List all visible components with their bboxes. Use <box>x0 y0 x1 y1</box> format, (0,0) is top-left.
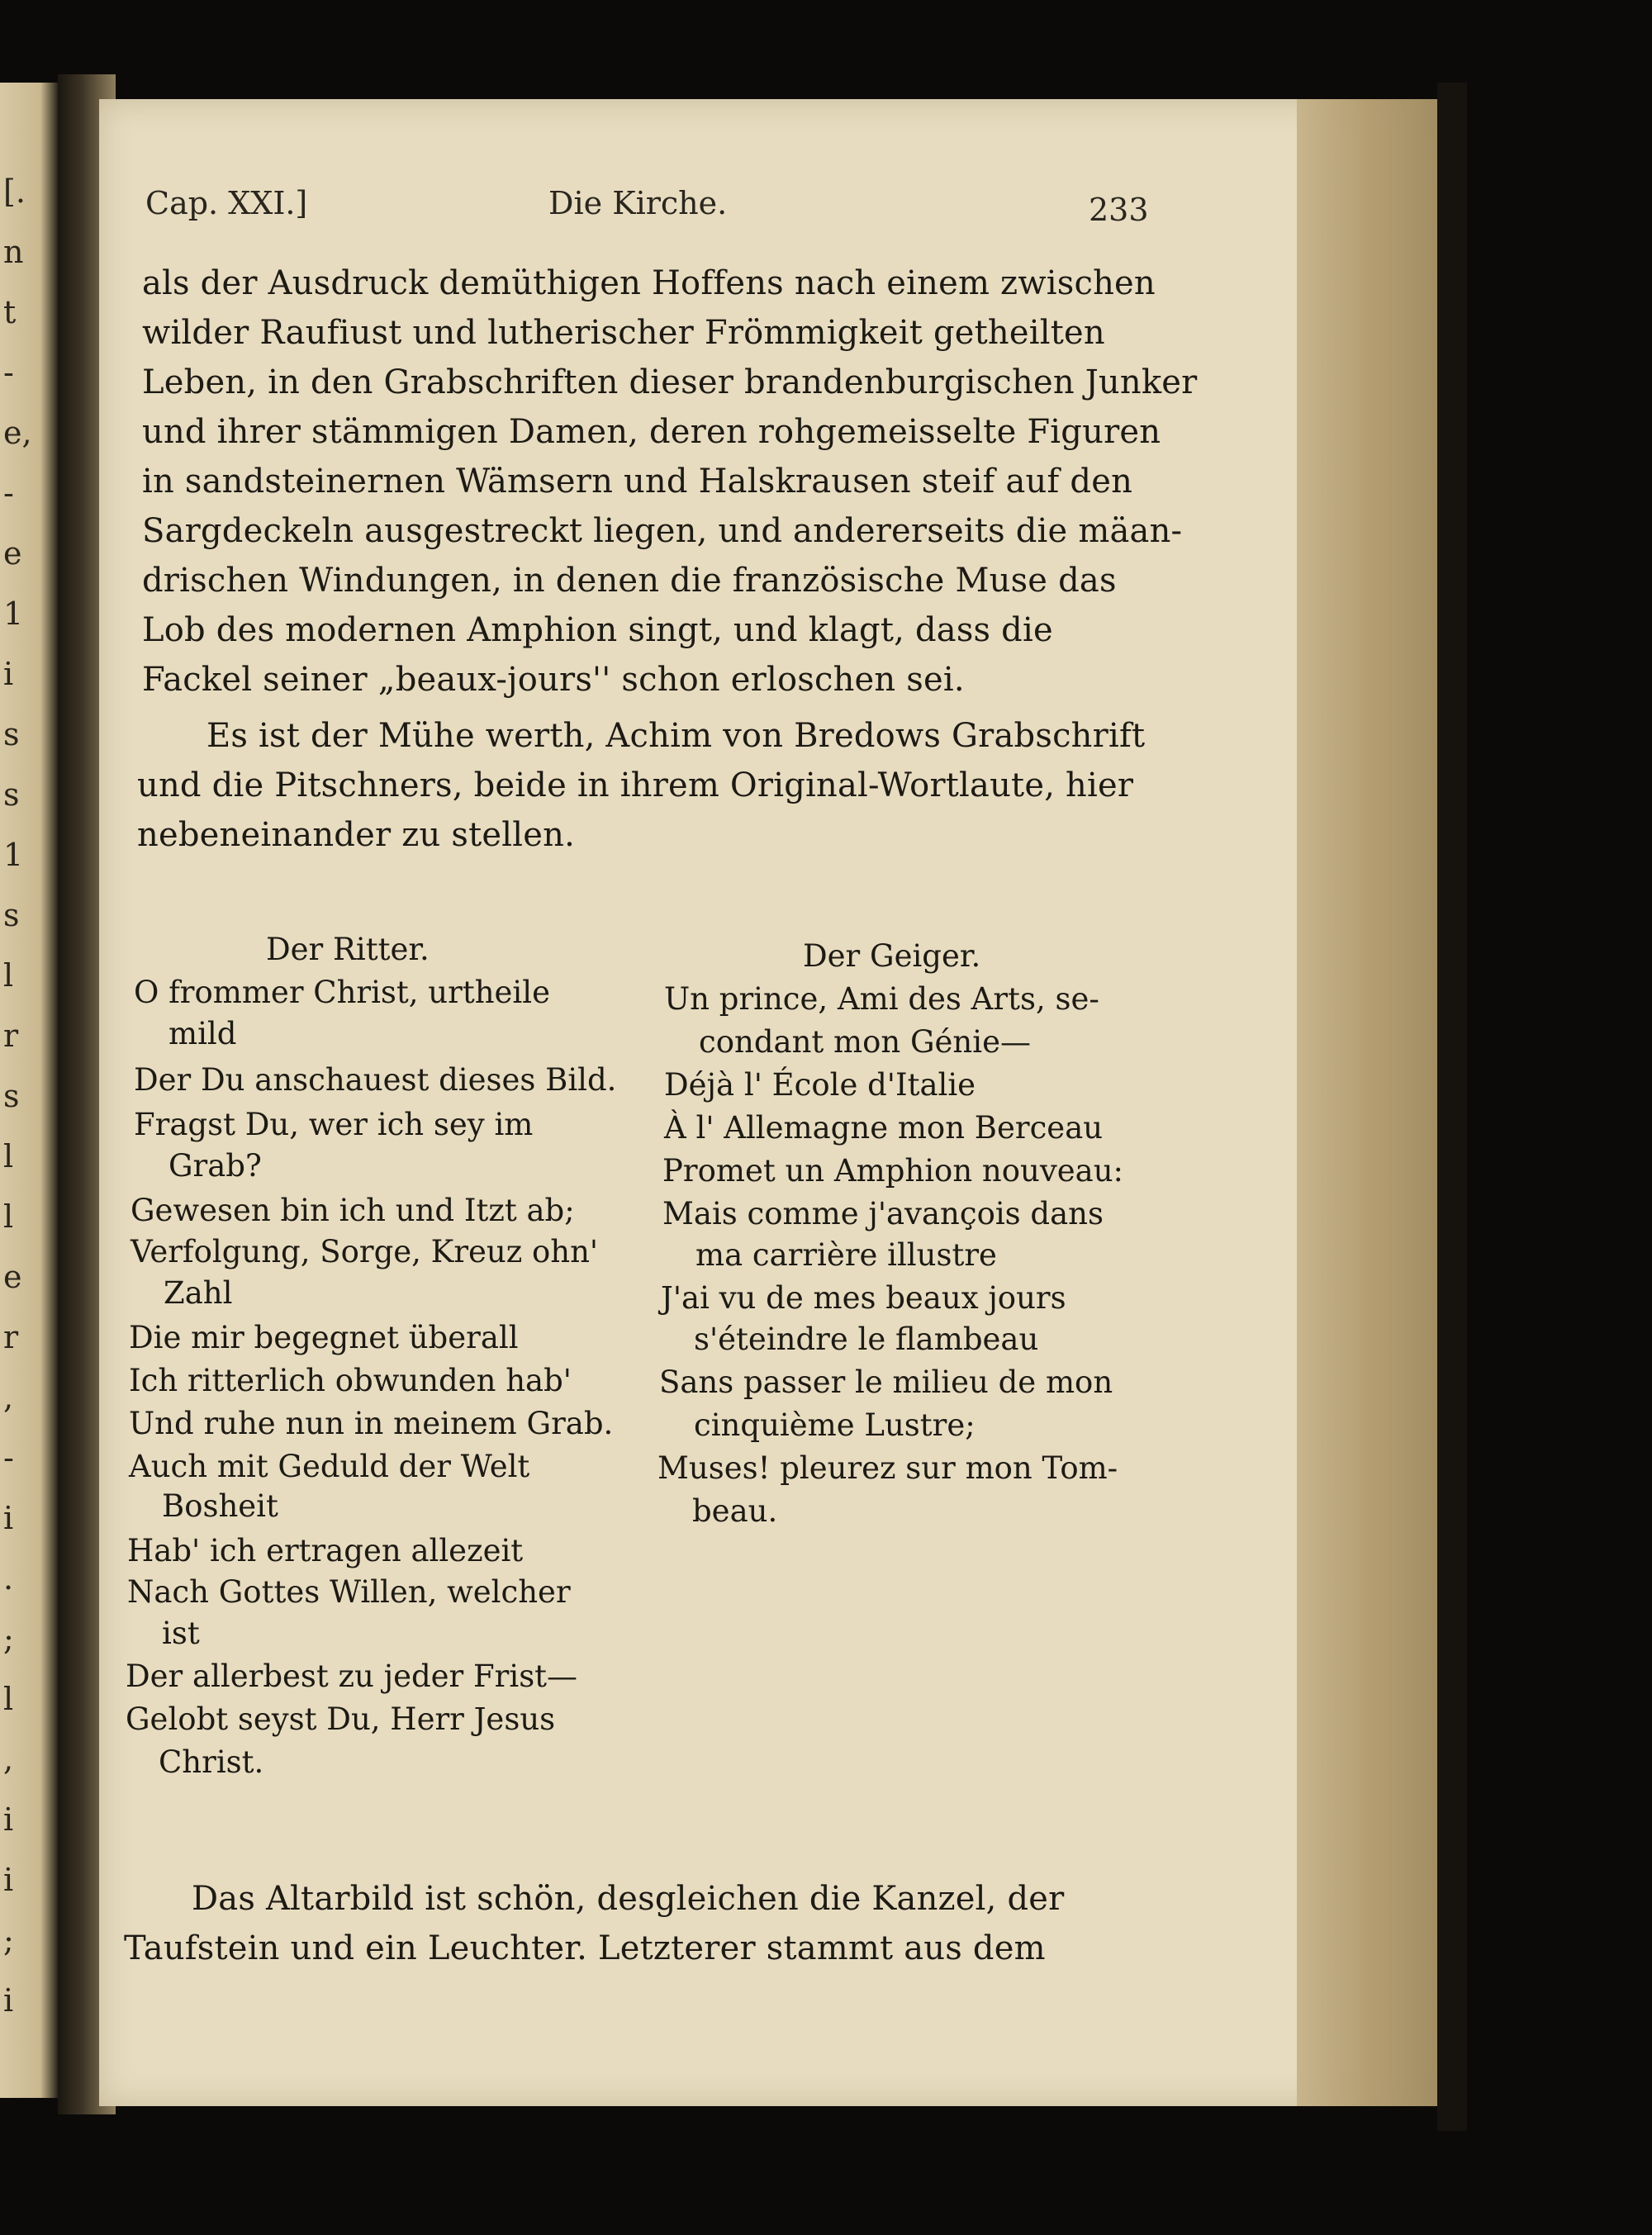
facing-page-fragment: [. <box>3 173 26 210</box>
verse-line: Gewesen bin ich und Itzt ab; <box>131 1193 575 1228</box>
body-line: Das Altarbild ist schön, desgleichen die Kanzel, der <box>192 1880 1065 1918</box>
facing-page-fragment: i <box>3 1801 14 1838</box>
verse-line: Mais comme j'avançois dans <box>662 1196 1104 1231</box>
verse-line: mild <box>169 1016 237 1051</box>
verse-line: Nach Gottes Willen, welcher <box>127 1574 571 1610</box>
facing-page-fragment: i <box>3 656 14 692</box>
facing-page-fragment: s <box>3 897 20 933</box>
facing-page-fragment: 1 <box>3 596 24 632</box>
verse-line: condant mon Génie— <box>699 1024 1031 1060</box>
verse-line: Der Du anschauest dieses Bild. <box>134 1062 617 1098</box>
body-line: Sargdeckeln ausgestreckt liegen, und andererseits die mäan- <box>142 512 1183 550</box>
facing-page-fragment: 1 <box>3 837 24 873</box>
verse-line: Ich ritterlich obwunden hab' <box>129 1363 572 1398</box>
verse-line: s'éteindre le flambeau <box>694 1322 1039 1357</box>
facing-page-fragment: , <box>3 1379 14 1416</box>
verse-line: Gelobt seyst Du, Herr Jesus <box>126 1701 556 1737</box>
verse-line: Fragst Du, wer ich sey im <box>134 1107 534 1142</box>
facing-page-fragment: , <box>3 1741 14 1777</box>
facing-page-fragment: . <box>3 1560 14 1597</box>
facing-page-fragment: i <box>3 1500 14 1536</box>
verse-line: Verfolgung, Sorge, Kreuz ohn' <box>131 1234 599 1269</box>
facing-page-fragment: e <box>3 535 22 572</box>
facing-page-fragment: e <box>3 1259 22 1295</box>
facing-page-fragment: ; <box>3 1922 14 1958</box>
book-cover-edge <box>1437 83 1467 2131</box>
facing-page-fragment: l <box>3 1198 14 1235</box>
body-line: und ihrer stämmigen Damen, deren rohgemeisselte Figuren <box>142 413 1161 451</box>
body-line: Taufstein und ein Leuchter. Letzterer stammt aus dem <box>124 1929 1046 1967</box>
verse-line: beau. <box>692 1493 778 1529</box>
running-title: Die Kirche. <box>548 185 728 221</box>
verse-line: À l' Allemagne mon Berceau <box>664 1110 1104 1146</box>
verse-line: Bosheit <box>162 1488 278 1524</box>
facing-page-fragment: l <box>3 957 14 994</box>
page-number: 233 <box>1089 192 1149 228</box>
facing-page-fragment: l <box>3 1681 14 1717</box>
body-line: als der Ausdruck demüthigen Hoffens nach einem zwischen <box>142 264 1156 302</box>
verse-line: ma carrière illustre <box>695 1237 997 1273</box>
verse-line: Déjà l' École d'Italie <box>664 1067 976 1103</box>
facing-page-fragment: - <box>3 1440 14 1476</box>
facing-page-fragment: e, <box>3 415 32 451</box>
verse-line: O frommer Christ, urtheile <box>134 975 550 1010</box>
facing-page-fragment: r <box>3 1319 19 1355</box>
body-line: wilder Raufiust und lutherischer Frömmigkeit getheilten <box>142 314 1105 352</box>
right-column-heading: Der Geiger. <box>803 938 981 974</box>
verse-line: Zahl <box>164 1275 233 1311</box>
verse-line: Christ. <box>159 1744 264 1780</box>
facing-page-fragment: s <box>3 776 20 813</box>
facing-page-fragment: s <box>3 1078 20 1114</box>
left-column-heading: Der Ritter. <box>266 932 430 967</box>
facing-page-fragment: ; <box>3 1620 14 1657</box>
chapter-label: Cap. XXI.] <box>145 185 308 221</box>
verse-line: Sans passer le milieu de mon <box>659 1364 1113 1400</box>
verse-line: Un prince, Ami des Arts, se- <box>664 981 1099 1017</box>
facing-page-fragment: s <box>3 716 20 752</box>
verse-line: Muses! pleurez sur mon Tom- <box>657 1450 1118 1486</box>
verse-line: J'ai vu de mes beaux jours <box>661 1280 1066 1316</box>
facing-page-fragment: - <box>3 475 14 511</box>
verse-line: Grab? <box>169 1148 262 1184</box>
facing-page-fragment: l <box>3 1138 14 1174</box>
facing-page-fragment: n <box>3 234 24 270</box>
body-line: nebeneinander zu stellen. <box>137 816 575 854</box>
verse-line: ist <box>162 1616 200 1651</box>
verse-line: Die mir begegnet überall <box>129 1320 519 1355</box>
verse-line: cinquième Lustre; <box>694 1407 976 1443</box>
verse-line: Und ruhe nun in meinem Grab. <box>129 1406 614 1441</box>
previous-page-sliver <box>0 83 58 2098</box>
verse-line: Promet un Amphion nouveau: <box>662 1153 1123 1189</box>
facing-page-fragment: i <box>3 1862 14 1898</box>
body-line: drischen Windungen, in denen die französische Muse das <box>142 562 1117 600</box>
body-line: und die Pitschners, beide in ihrem Original-Wortlaute, hier <box>137 766 1134 804</box>
facing-page-fragment: t <box>3 294 17 330</box>
verse-line: Hab' ich ertragen allezeit <box>127 1533 524 1568</box>
facing-page-fragment: i <box>3 1982 14 2019</box>
body-line: Lob des modernen Amphion singt, und klagt, dass die <box>142 611 1053 649</box>
facing-page-fragment: r <box>3 1018 19 1054</box>
body-line: Leben, in den Grabschriften dieser brandenburgischen Junker <box>142 363 1198 401</box>
page-fore-edge <box>1297 99 1437 2106</box>
facing-page-fragment: - <box>3 354 14 391</box>
body-line: Fackel seiner „beaux-jours'' schon erloschen sei. <box>142 661 965 699</box>
verse-line: Der allerbest zu jeder Frist— <box>126 1658 578 1694</box>
verse-line: Auch mit Geduld der Welt <box>129 1449 530 1484</box>
body-line: in sandsteinernen Wämsern und Halskrausen steif auf den <box>142 463 1133 501</box>
body-line: Es ist der Mühe werth, Achim von Bredows Grabschrift <box>206 717 1146 755</box>
